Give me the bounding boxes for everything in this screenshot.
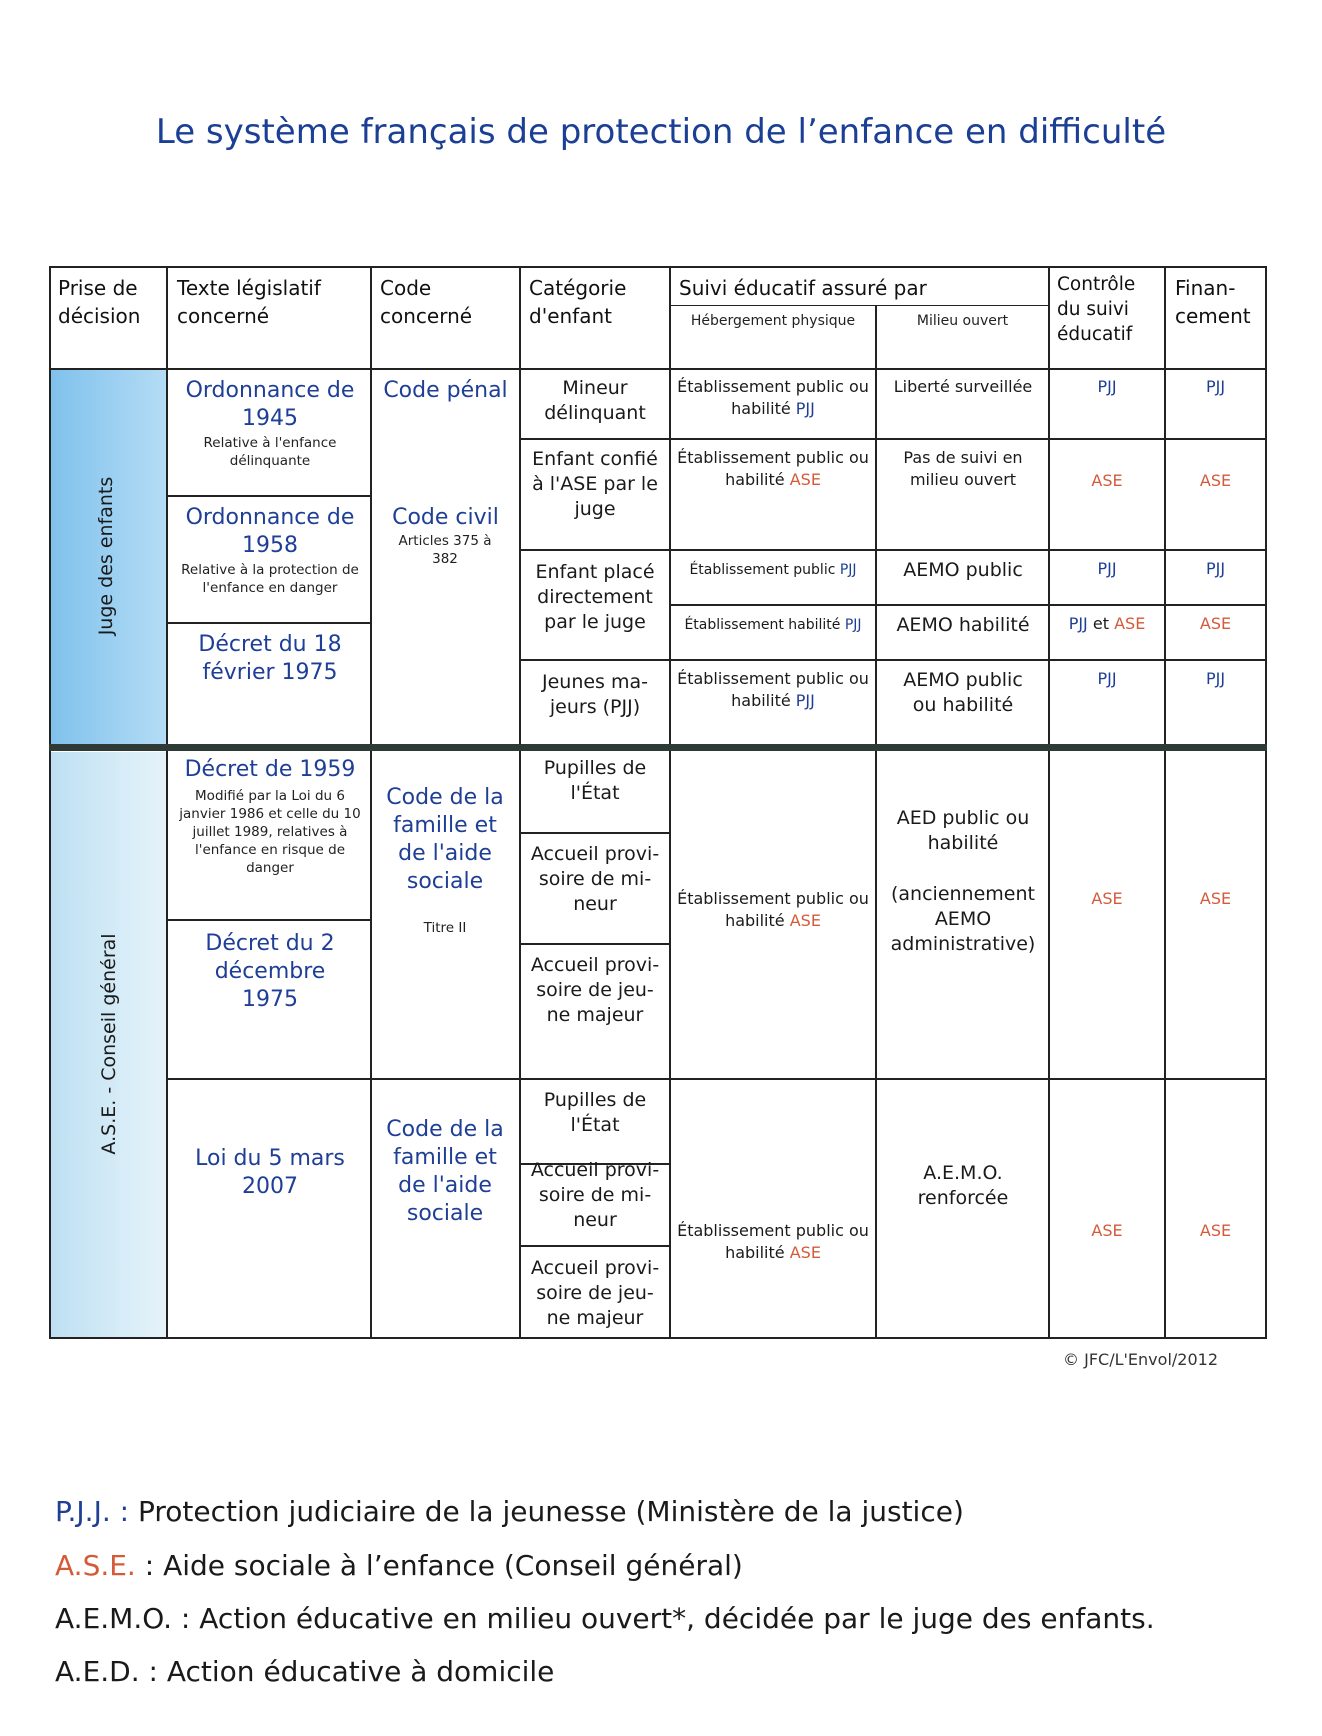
header-categorie: Catégorie d'enfant: [529, 276, 627, 328]
header-milieu: Milieu ouvert: [916, 313, 1009, 329]
decret-1975: Décret du 18 février 1975: [198, 632, 342, 685]
header-suivi: Suivi éducatif assuré par: [679, 276, 927, 300]
copyright: © JFC/L'Envol/2012: [1063, 1350, 1218, 1369]
fin-r6: ASE: [1199, 889, 1232, 908]
ordonnance-1945: Ordonnance de 1945: [185, 378, 355, 431]
heb-r2: Établissement public ou habilité ASE: [677, 448, 869, 489]
legend-aemo: A.E.M.O. : Action éducative en milieu ouvert*, décidée par le juge des enfants.: [55, 1602, 1155, 1635]
milieu-r3: AEMO public: [903, 559, 1023, 581]
controle-r7: ASE: [1091, 1221, 1123, 1240]
page-title: Le système français de protection de l’enfance en difficulté: [155, 112, 1167, 152]
code-penal: Code pénal: [383, 378, 508, 403]
legend-ase: A.S.E. : Aide sociale à l’enfance (Conseil général): [55, 1549, 743, 1582]
heb-r5: Établissement public ou habilité PJJ: [677, 669, 869, 710]
heb-r4: Établissement habilité PJJ: [684, 617, 862, 633]
fin-r1: PJJ: [1205, 377, 1226, 396]
milieu-r6b: (anciennement AEMO administrative): [890, 883, 1036, 955]
fin-r2: ASE: [1199, 471, 1232, 490]
milieu-r1: Liberté surveillée: [893, 377, 1033, 396]
ordonnance-1958: Ordonnance de 1958: [185, 505, 355, 558]
decret-1959: Décret de 1959: [184, 757, 356, 782]
header-controle: Contrôle du suivi éducatif: [1057, 274, 1136, 345]
code-civil: Code civil: [392, 505, 499, 530]
fin-r5: PJJ: [1205, 669, 1226, 688]
fin-r4: ASE: [1199, 614, 1232, 633]
decret-1975b: Décret du 2 décembre 1975: [205, 931, 335, 1012]
cat-pupilles-1: Pupilles de l'État: [543, 757, 647, 804]
milieu-r6a: AED public ou habilité: [896, 807, 1030, 854]
cat-accueil-mineur-2: Accueil provi-soire de mi-neur: [530, 1159, 660, 1231]
controle-r2: ASE: [1091, 471, 1123, 490]
heb-r1: Établissement public ou habilité PJJ: [677, 377, 869, 418]
loi-2007: Loi du 5 mars 2007: [195, 1146, 345, 1199]
heb-r7: Établissement public ou habilité ASE: [677, 1221, 869, 1262]
controle-r6: ASE: [1091, 889, 1123, 908]
fin-r3: PJJ: [1205, 559, 1226, 578]
decret-1959-sub: Modifié par la Loi du 6 janvier 1986 et celle du 10 juillet 1989, relatives à l'enfance en risque de danger: [179, 788, 361, 876]
cat-pupilles-2: Pupilles de l'État: [543, 1089, 647, 1136]
side-label-ase: A.S.E. - Conseil général: [98, 933, 120, 1155]
controle-r4: PJJ et ASE: [1068, 614, 1146, 633]
controle-r3: PJJ: [1097, 559, 1117, 578]
ordonnance-1945-sub: Relative à l'enfance délinquante: [203, 435, 337, 469]
code-famille-1: Code de la famille et de l'aide sociale: [386, 785, 504, 894]
milieu-r7: A.E.M.O. renforcée: [917, 1162, 1009, 1209]
cat-accueil-majeur-2: Accueil provi-soire de jeu-ne majeur: [530, 1257, 660, 1329]
code-famille-2: Code de la famille et de l'aide sociale: [386, 1117, 504, 1226]
side-label-juge: Juge des enfants: [95, 476, 117, 636]
cat-accueil-mineur-1: Accueil provi-soire de mi-neur: [530, 843, 660, 915]
ordonnance-1958-sub: Relative à la protection de l'enfance en danger: [181, 562, 359, 596]
cat-place: Enfant placé directement par le juge: [535, 561, 655, 633]
cat-accueil-majeur-1: Accueil provi-soire de jeu-ne majeur: [530, 954, 660, 1026]
heb-r3: Établissement public PJJ: [689, 562, 857, 578]
code-civil-sub: Articles 375 à 382: [398, 533, 492, 567]
fin-r7: ASE: [1199, 1221, 1232, 1240]
code-famille-1-sub: Titre II: [423, 920, 467, 936]
controle-r1: PJJ: [1097, 377, 1117, 396]
header-hebergement: Hébergement physique: [690, 313, 856, 329]
header-code: Code concerné: [380, 276, 473, 328]
header-prise: Prise de décision: [58, 276, 141, 328]
header-financement: Finan-cement: [1175, 276, 1251, 328]
cat-mineur: Mineur délinquant: [544, 377, 646, 424]
cat-confie: Enfant confié à l'ASE par le juge: [532, 448, 658, 520]
milieu-r2: Pas de suivi en milieu ouvert: [903, 448, 1023, 489]
legend-pjj: P.J.J. : Protection judiciaire de la jeunesse (Ministère de la justice): [55, 1495, 964, 1528]
legend-aed: A.E.D. : Action éducative à domicile: [55, 1655, 555, 1688]
cat-jeunes: Jeunes ma-jeurs (PJJ): [541, 671, 648, 718]
controle-r5: PJJ: [1097, 669, 1117, 688]
milieu-r5: AEMO public ou habilité: [903, 669, 1023, 716]
header-texte: Texte législatif concerné: [177, 276, 321, 328]
milieu-r4: AEMO habilité: [896, 614, 1030, 636]
heb-r6: Établissement public ou habilité ASE: [677, 889, 869, 930]
